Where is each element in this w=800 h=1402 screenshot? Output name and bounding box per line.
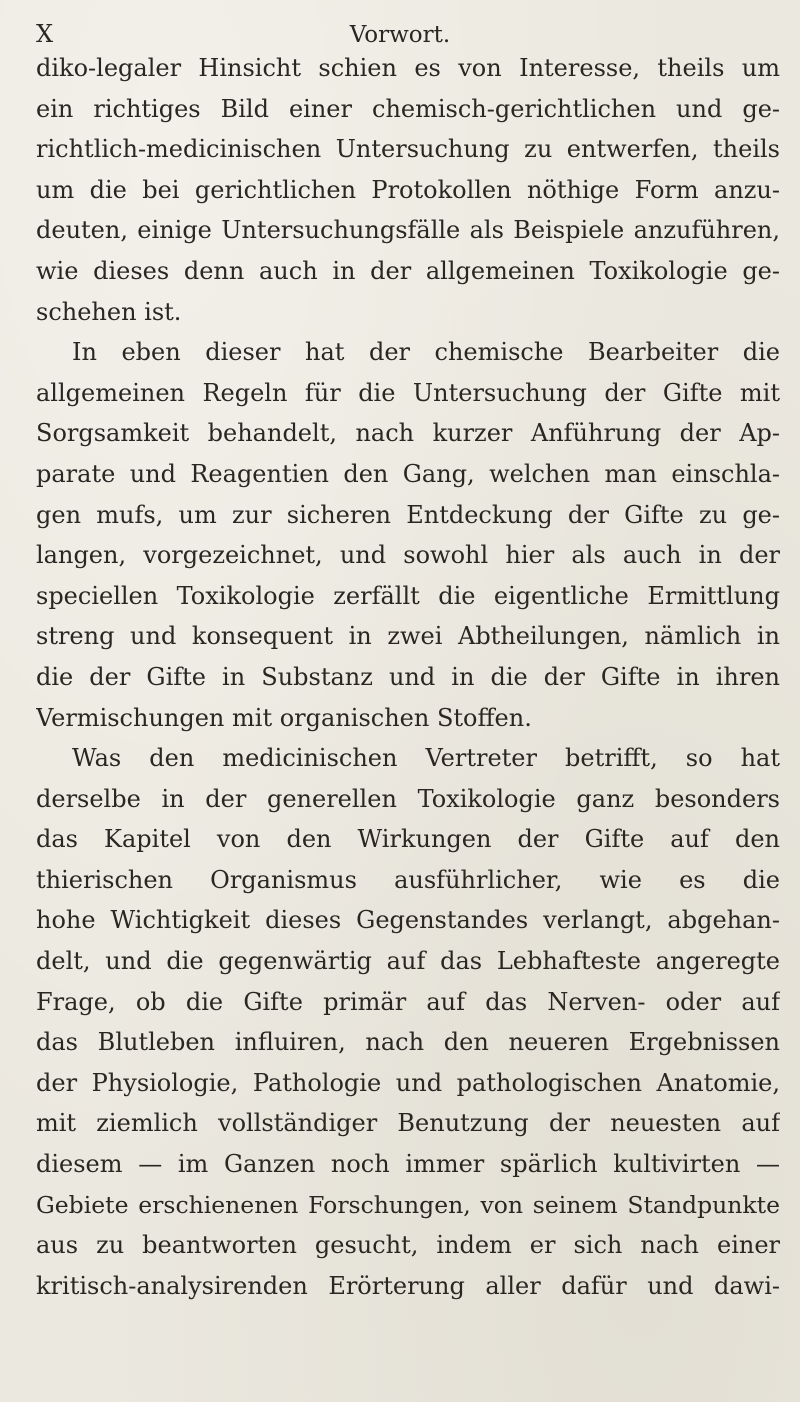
text-line: das Kapitel von den Wirkungen der Gifte auf den xyxy=(36,825,780,854)
text-line: hohe Wichtigkeit dieses Gegenstandes verlangt, abgehan- xyxy=(36,906,780,935)
text-line: Vermischungen mit organischen Stoffen. xyxy=(36,703,532,732)
page-header xyxy=(0,20,800,50)
text-line: mit ziemlich vollständiger Benutzung der neuesten auf xyxy=(36,1109,780,1138)
text-line: gen mufs, um zur sicheren Entdeckung der Gifte zu ge- xyxy=(36,500,780,529)
text-line: In eben dieser hat der chemische Bearbeiter die xyxy=(72,338,780,367)
text-line: das Blutleben influiren, nach den neueren Ergebnissen xyxy=(36,1028,780,1057)
text-line: richtlich-medicinischen Untersuchung zu entwerfen, theils xyxy=(36,135,780,164)
text-line: Was den medicinischen Vertreter betrifft, so hat xyxy=(72,744,780,773)
text-line: diesem — im Ganzen noch immer spärlich kultivirten — xyxy=(36,1150,780,1179)
text-line: speciellen Toxikologie zerfällt die eigentliche Ermittlung xyxy=(36,581,780,610)
text-line: die der Gifte in Substanz und in die der Gifte in ihren xyxy=(36,662,780,691)
text-line: deuten, einige Untersuchungsfälle als Beispiele anzuführen, xyxy=(36,216,780,245)
text-line: streng und konsequent in zwei Abtheilungen, nämlich in xyxy=(36,622,780,651)
text-line: aus zu beantworten gesucht, indem er sich nach einer xyxy=(36,1231,780,1260)
text-line: Gebiete erschienenen Forschungen, von seinem Standpunkte xyxy=(36,1190,780,1219)
text-line: delt, und die gegenwärtig auf das Lebhafteste angeregte xyxy=(36,947,780,976)
text-line: um die bei gerichtlichen Protokollen nöthige Form anzu- xyxy=(36,175,780,204)
body-text xyxy=(36,48,780,1306)
text-line: Frage, ob die Gifte primär auf das Nerven- oder auf xyxy=(36,987,780,1016)
text-line: wie dieses denn auch in der allgemeinen Toxikologie ge- xyxy=(36,256,780,285)
text-line: thierischen Organismus ausführlicher, wie es die xyxy=(36,865,780,894)
text-line: derselbe in der generellen Toxikologie ganz besonders xyxy=(36,784,780,813)
text-line: der Physiologie, Pathologie und pathologischen Anatomie, xyxy=(36,1068,780,1097)
text-line: allgemeinen Regeln für die Untersuchung der Gifte mit xyxy=(36,378,780,407)
page-number: X xyxy=(36,20,55,48)
text-line: parate und Reagentien den Gang, welchen man einschla- xyxy=(36,459,780,488)
text-line: diko-legaler Hinsicht schien es von Interesse, theils um xyxy=(36,54,780,82)
text-line: schehen ist. xyxy=(36,297,182,326)
text-line: langen, vorgezeichnet, und sowohl hier als auch in der xyxy=(36,541,780,570)
running-head: Vorwort. xyxy=(349,22,451,48)
text-line: Sorgsamkeit behandelt, nach kurzer Anführung der Ap- xyxy=(36,419,780,448)
text-line: kritisch-analysirenden Erörterung aller dafür und dawi- xyxy=(36,1271,780,1300)
text-line: ein richtiges Bild einer chemisch-gerichtlichen und ge- xyxy=(36,94,780,123)
